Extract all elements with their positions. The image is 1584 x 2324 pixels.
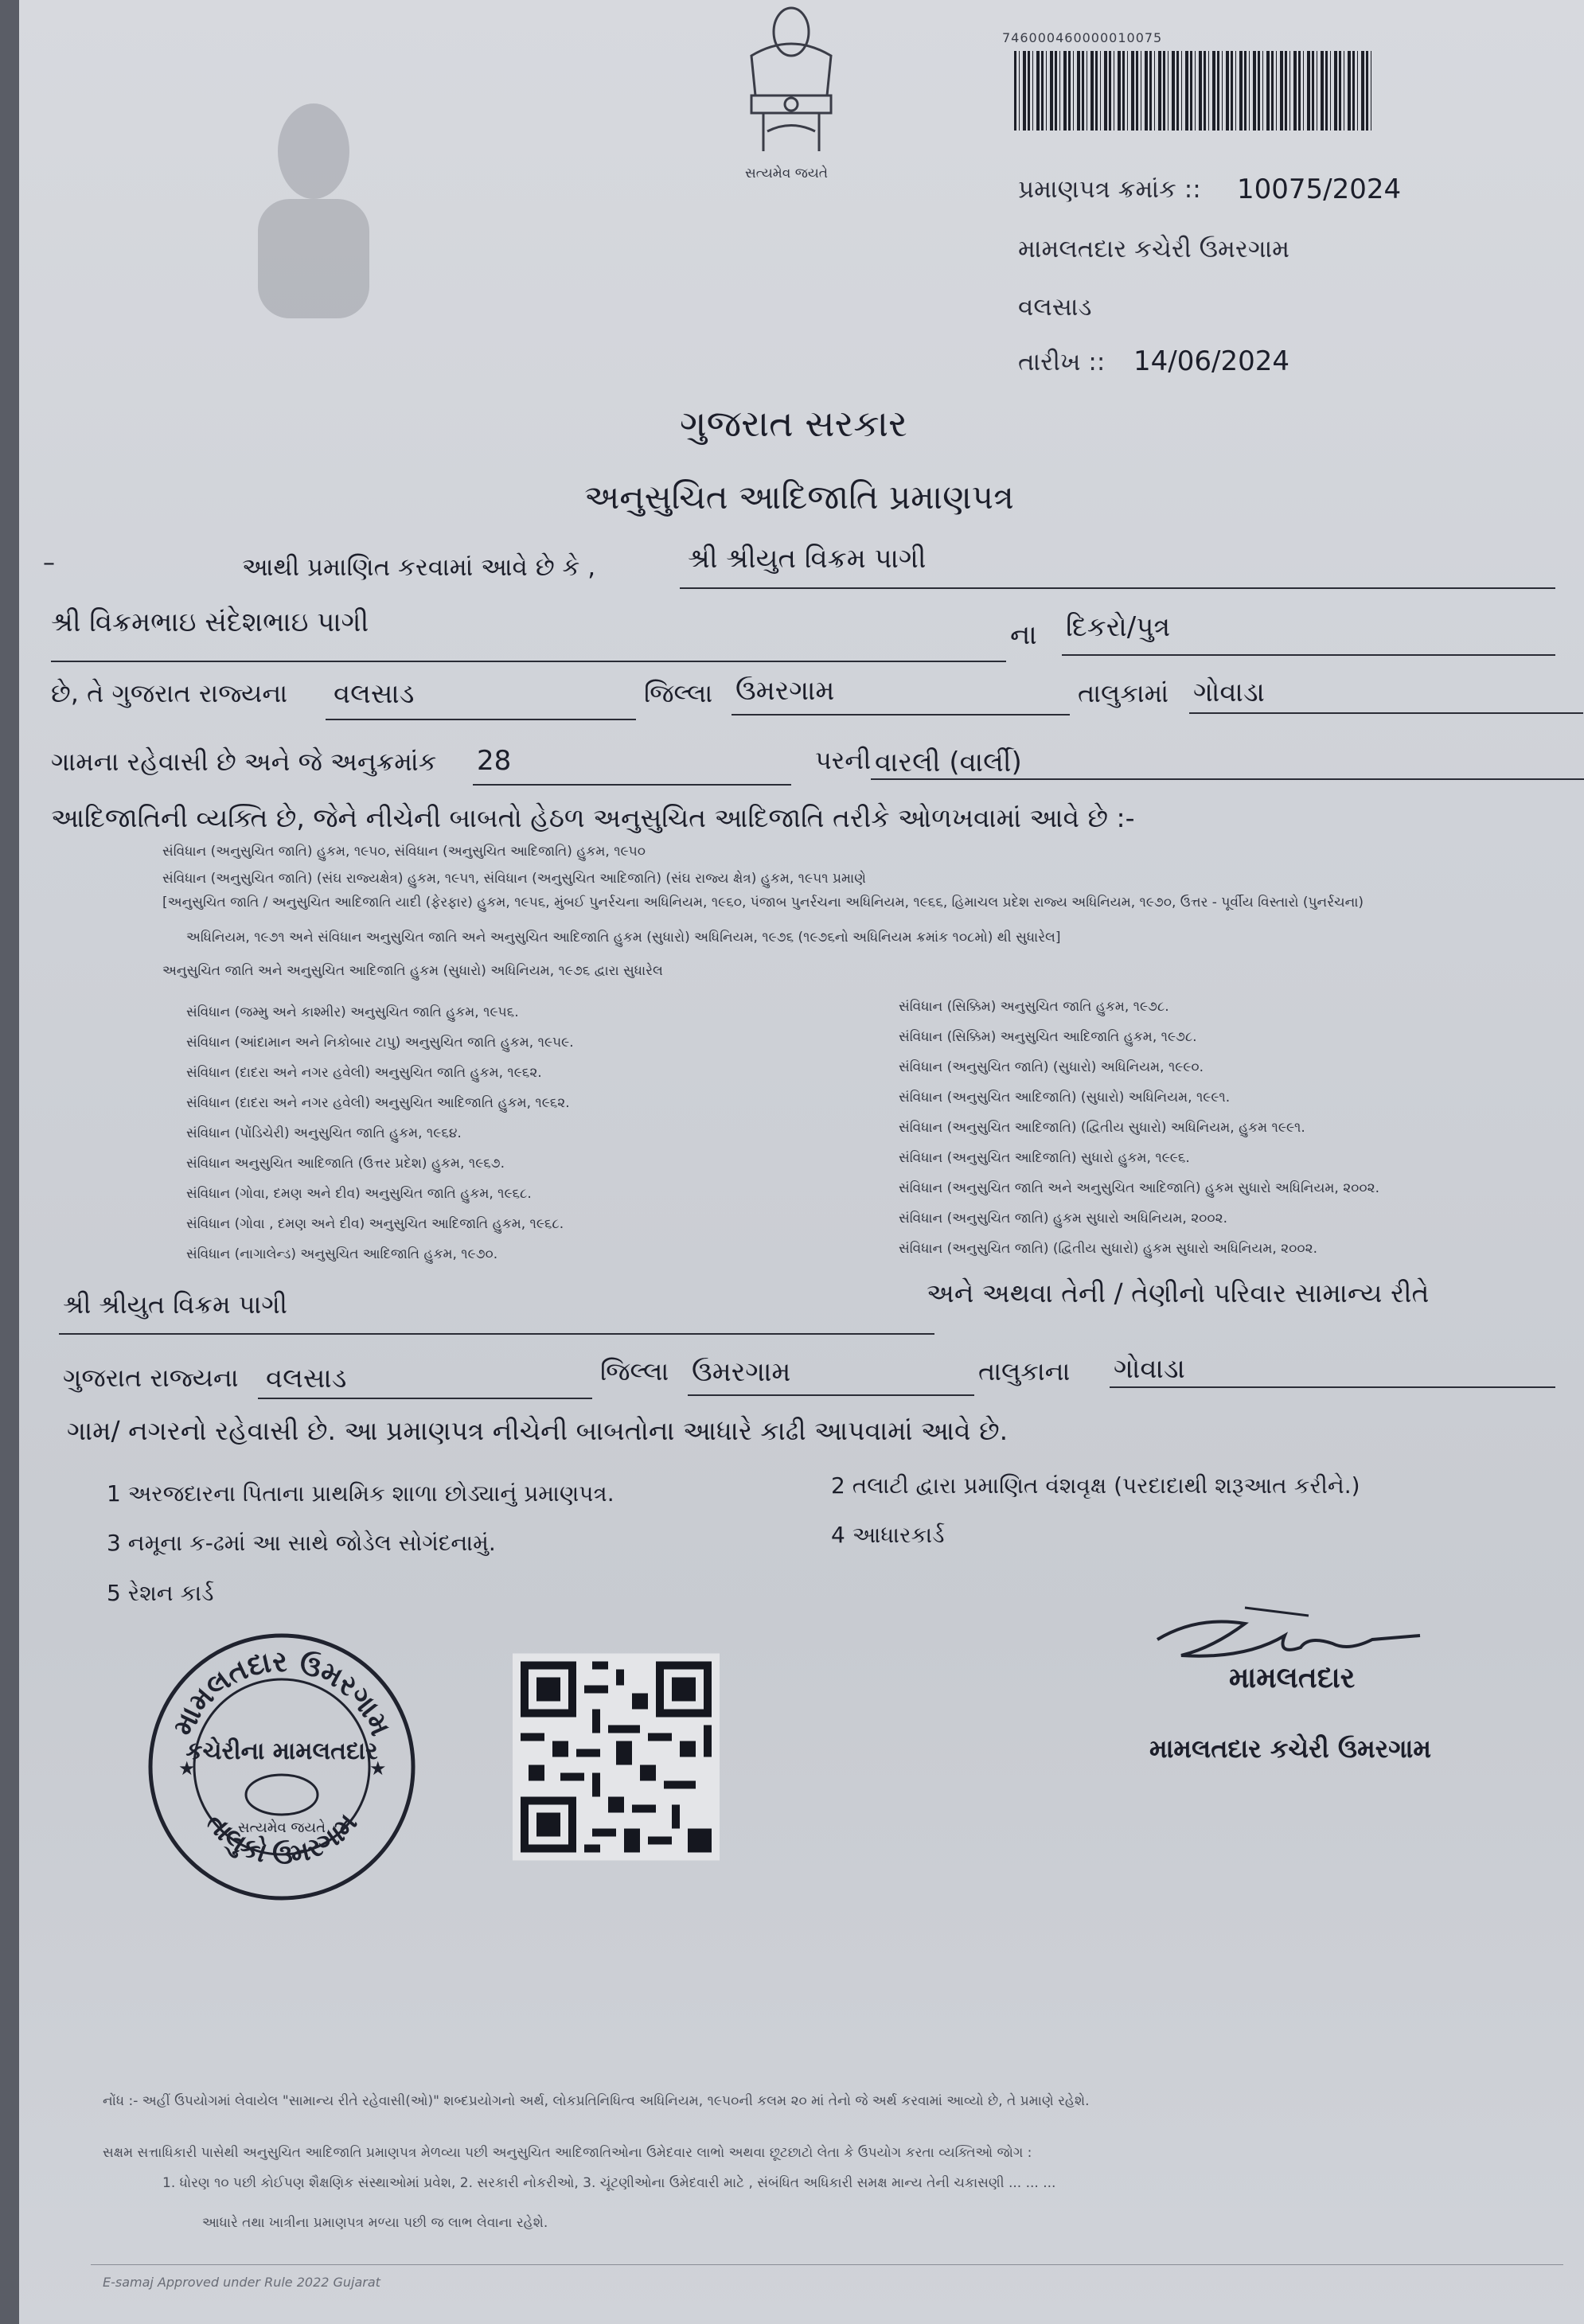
father-name: શ્રી વિક્રમભાઇ સંદેશભાઇ પાગી bbox=[51, 606, 369, 638]
footer-text: E-samaj Approved under Rule 2022 Gujarat bbox=[103, 2275, 380, 2290]
taluka-underline bbox=[732, 714, 1070, 716]
order-left-item: સંવિધાન (જમ્મુ અને કાશ્મીર) અનુસુચિત જાતિ હુકમ, ૧૯૫૬. bbox=[186, 1004, 519, 1020]
relation: દિકરો/પુત્ર bbox=[1066, 611, 1171, 643]
village-underline bbox=[1189, 712, 1583, 714]
seal-motto: સત્યમેવ જયતે bbox=[237, 1819, 326, 1836]
serial-number: 28 bbox=[477, 745, 512, 777]
family-village-underline bbox=[1110, 1386, 1555, 1388]
order-right-item: સંવિધાન (અનુસુચિત જાતિ અને અનુસુચિત આદિજાતિ) હુકમ સુધારો અધિનિયમ, ૨૦૦૨. bbox=[899, 1180, 1380, 1196]
order-right-item: સંવિધાન (અનુસુચિત આદિજાતિ) (સુધારો) અધિનિયમ, ૧૯૯૧. bbox=[899, 1090, 1231, 1105]
svg-text:તાલુકો ઉમરગામ bbox=[200, 1807, 364, 1871]
order-right-item: સંવિધાન (સિક્કિમ) અનુસુચિત આદિજાતિ હુકમ, ૧૯૭૮. bbox=[899, 1029, 1197, 1045]
serial-underline bbox=[473, 784, 791, 786]
date-label: તારીખ :: bbox=[1018, 348, 1106, 376]
family-taluka-underline bbox=[688, 1394, 974, 1396]
order-left-item: સંવિધાન (દાદરા અને નગર હવેલી) અનુસુચિત જાતિ હુકમ, ૧૯૬૨. bbox=[186, 1065, 542, 1081]
official-seal-icon bbox=[131, 1616, 433, 1910]
order-line: સંવિધાન (અનુસુચિત જાતિ) હુકમ, ૧૯૫૦, સંવિધાન (અનુસુચિત આદિજાતિ) હુકમ, ૧૯૫૦ bbox=[162, 844, 646, 860]
basis-statement: ગામ/ નગરનો રહેવાસી છે. આ પ્રમાણપત્ર નીચેની બાબતોના આધારે કાઢી આપવામાં આવે છે. bbox=[67, 1415, 1009, 1446]
seal-center-text: કચેરીના મામલતદાર bbox=[185, 1737, 378, 1765]
issuing-district: વલસાડ bbox=[1018, 293, 1092, 322]
family-district-label: જિલ્લા bbox=[600, 1356, 669, 1386]
tribe-statement: આદિજાતિની વ્યક્તિ છે, જેને નીચેની બાબતો હેઠળ અનુસુચિત આદિજાતિ તરીકે ઓળખવામાં આવે છે :- bbox=[51, 802, 1135, 833]
holder-name: શ્રી શ્રીયુત વિક્રમ પાગી bbox=[688, 543, 927, 575]
family-holder-underline bbox=[59, 1333, 934, 1335]
order-left-item: સંવિધાન (નાગાલેન્ડ) અનુસુચિત આદિજાતિ હુકમ, ૧૯૭૦. bbox=[186, 1246, 498, 1262]
family-taluka-label: તાલુકાના bbox=[978, 1356, 1071, 1386]
family-label: અને અથવા તેની / તેણીનો પરિવાર સામાન્ય રીતે bbox=[927, 1277, 1430, 1308]
certificate-title: અનુસુચિત આદિજાતિ પ્રમાણપત્ર bbox=[584, 478, 1014, 517]
order-left-item: સંવિધાન (ગોવા, દમણ અને દીવ) અનુસુચિત જાતિ હુકમ, ૧૯૬૮. bbox=[186, 1186, 532, 1202]
barcode-number: 746000460000010075 bbox=[1002, 30, 1163, 45]
order-line: અનુસુચિત જાતિ અને અનુસુચિત આદિજાતિ હુકમ (સુધારો) અધિનિયમ, ૧૯૭૬ દ્વારા સુધારેલ bbox=[162, 963, 663, 979]
dash-mark: – bbox=[43, 549, 55, 577]
tribe-name: વારલી (વાર્લી) bbox=[875, 747, 1022, 778]
resident-label: ગામના રહેવાસી છે અને જે અનુક્રમાંક bbox=[51, 747, 437, 777]
family-district: વલસાડ bbox=[266, 1363, 347, 1394]
certificate-number: 10075/2024 bbox=[1237, 174, 1402, 205]
note-line: નોંધ :- અહીં ઉપયોગમાં લેવાયેલ "સામાન્ય રીતે રહેવાસી(ઓ)" શબ્દપ્રયોગનો અર્થ, લોકપ્રતિનિધિત્વ અધિનિયમ, ૧૯૫૦ની કલમ ૨૦ માં તેનો જે અર્થ કરવામાં આવ્યો છે, તે પ્રમાણે રહેશે. bbox=[103, 2093, 1090, 2109]
father-name-underline bbox=[51, 661, 1006, 662]
order-right-item: સંવિધાન (અનુસુચિત જાતિ) હુકમ સુધારો અધિનિયમ, ૨૦૦૨. bbox=[899, 1211, 1228, 1226]
seal-top-text: મામલતદાર ઉમરગામ bbox=[166, 1645, 397, 1741]
order-right-item: સંવિધાન (અનુસુચિત આદિજાતિ) સુધારો હુકમ, ૧૯૯૬. bbox=[899, 1150, 1190, 1166]
taluka-value: ઉમરગામ bbox=[735, 675, 835, 707]
order-line: [અનુસુચિત જાતિ / અનુસુચિત આદિજાતિ યાદી (ફેરફાર) હુકમ, ૧૯૫૬, મુંબઈ પુનર્રચના અધિનિયમ, ૧૯૬૦, પંજાબ પુનર્રચના અધિનિયમ, ૧૯૬૬, હિમાચલ પ્રદેશ રાજ્ય અધિનિયમ, ૧૯૭૦, ઉત્તર - પૂર્વીય વિસ્તારો (પુનર્રચના) bbox=[162, 895, 1364, 910]
barcode bbox=[1014, 51, 1372, 131]
holder-name-underline bbox=[680, 587, 1555, 589]
order-line: સંવિધાન (અનુસુચિત જાતિ) (સંઘ રાજ્યક્ષેત્ર) હુકમ, ૧૯૫૧, સંવિધાન (અનુસુચિત આદિજાતિ) (સંઘ રાજ્ય ક્ષેત્ર) હુકમ, ૧૯૫૧ પ્રમાણે bbox=[162, 871, 866, 887]
signature-icon bbox=[1149, 1600, 1452, 1671]
district-label: જિલ્લા bbox=[644, 678, 713, 708]
certificate-number-label: પ્રમાણપત્ર ક્રમાંક :: bbox=[1018, 175, 1201, 204]
order-right-item: સંવિધાન (અનુસુચિત જાતિ) (દ્વિતીય સુધારો) હુકમ સુધારો અધિનિયમ, ૨૦૦૨. bbox=[899, 1241, 1318, 1257]
order-left-item: સંવિધાન (પોંડિચેરી) અનુસુચિત જાતિ હુકમ, ૧૯૬૪. bbox=[186, 1125, 462, 1141]
national-emblem-icon bbox=[720, 0, 863, 183]
family-holder-name: શ્રી શ્રીયુત વિક્રમ પાગી bbox=[63, 1289, 287, 1320]
district-value: વલસાડ bbox=[334, 678, 415, 710]
document-item: 4 આધારકાર્ડ bbox=[831, 1522, 945, 1548]
order-line: અધિનિયમ, ૧૯૭૧ અને સંવિધાન અનુસુચિત જાતિ અને અનુસુચિત આદિજાતિ હુકમ (સુધારો) અધિનિયમ, ૧૯૭૬ (૧૯૭૬નો અધિનિયમ ક્રમાંક ૧૦૮મો) થી સુધારેલ] bbox=[186, 930, 1061, 946]
svg-text:મામલતદાર ઉમરગામ bbox=[167, 1646, 396, 1741]
note-line: 1. ધોરણ ૧૦ પછી કોઈપણ શૈક્ષણિક સંસ્થાઓમાં પ્રવેશ, 2. સરકારી નોકરીઓ, 3. ચૂંટણીઓના ઉમેદવારી માટે , સંબંધિત અધિકારી સમક્ષ માન્ય તેની ચકાસણી ... ... ... bbox=[162, 2175, 1056, 2191]
document-item: 5 રેશન કાર્ડ bbox=[107, 1580, 214, 1606]
order-left-item: સંવિધાન (આંદામાન અને નિકોબાર ટાપુ) અનુસુચિત જાતિ હુકમ, ૧૯૫૯. bbox=[186, 1035, 574, 1051]
issuing-office: મામલતદાર કચેરી ઉમરગામ bbox=[1018, 235, 1290, 263]
note-line: સક્ષમ સત્તાધિકારી પાસેથી અનુસુચિત આદિજાતિ પ્રમાણપત્ર મેળવ્યા પછી અનુસુચિત આદિજાતિઓના ઉમેદવાર લાભો અથવા છૂટછાટો લેતા કે ઉપયોગ કરતા વ્યક્તિઓ જોગ : bbox=[103, 2145, 1032, 2161]
order-left-item: સંવિધાન (દાદરા અને નગર હવેલી) અનુસુચિત આદિજાતિ હુકમ, ૧૯૬૨. bbox=[186, 1095, 570, 1111]
tribe-underline bbox=[871, 778, 1584, 780]
state-prefix: છે, તે ગુજરાત રાજ્યના bbox=[51, 678, 288, 708]
intro-text: આથી પ્રમાણિત કરવામાં આવે છે કે , bbox=[242, 553, 596, 582]
taluka-label: તાલુકામાં bbox=[1078, 678, 1169, 708]
relation-underline bbox=[1062, 654, 1555, 656]
family-district-underline bbox=[258, 1398, 592, 1399]
emblem-motto: સત્યમેવ જયતે bbox=[745, 166, 829, 181]
svg-text:★: ★ bbox=[178, 1757, 196, 1780]
applicant-photo bbox=[234, 80, 393, 318]
qr-code bbox=[513, 1651, 720, 1862]
order-left-item: સંવિધાન (ગોવા , દમણ અને દીવ) અનુસુચિત આદિજાતિ હુકમ, ૧૯૬૮. bbox=[186, 1216, 564, 1232]
district-underline bbox=[326, 719, 636, 720]
document-item: 1 અરજદારના પિતાના પ્રાથમિક શાળા છોડ્યાનું પ્રમાણપત્ર. bbox=[107, 1480, 614, 1507]
on-label: પરની bbox=[815, 745, 872, 775]
seal-bottom-text: તાલુકો ઉમરગામ bbox=[199, 1807, 365, 1871]
document-item: 2 તલાટી દ્વારા પ્રમાણિત વંશવૃક્ષ (પરદાદાથી શરૂઆત કરીને.) bbox=[831, 1472, 1360, 1499]
signatory-designation: મામલતદાર bbox=[1229, 1662, 1356, 1694]
family-village: ગોવાડા bbox=[1114, 1353, 1185, 1385]
village-value: ગોવાડા bbox=[1193, 677, 1265, 708]
government-title: ગુજરાત સરકાર bbox=[680, 402, 907, 445]
document-item: 3 નમૂના ક-ઢમાં આ સાથે જોડેલ સોગંદનામું. bbox=[107, 1530, 496, 1556]
issue-date: 14/06/2024 bbox=[1133, 345, 1289, 377]
family-taluka: ઉમરગામ bbox=[692, 1356, 791, 1388]
order-right-item: સંવિધાન (સિક્કિમ) અનુસુચિત જાતિ હુકમ, ૧૯૭૮. bbox=[899, 999, 1169, 1015]
footer-divider bbox=[91, 2264, 1563, 2265]
certificate-page bbox=[19, 0, 1584, 2324]
family-state-prefix: ગુજરાત રાજ્યના bbox=[63, 1363, 239, 1393]
order-right-item: સંવિધાન (અનુસુચિત જાતિ) (સુધારો) અધિનિયમ, ૧૯૯૦. bbox=[899, 1059, 1204, 1075]
of-label: ના bbox=[1010, 619, 1037, 651]
note-line: આધારે તથા ખાત્રીના પ્રમાણપત્ર મળ્યા પછી જ લાભ લેવાના રહેશે. bbox=[202, 2215, 548, 2231]
svg-text:★: ★ bbox=[369, 1757, 387, 1780]
signatory-office: મામલતદાર કચેરી ઉમરગામ bbox=[1149, 1733, 1431, 1764]
order-left-item: સંવિધાન અનુસુચિત આદિજાતિ (ઉત્તર પ્રદેશ) હુકમ, ૧૯૬૭. bbox=[186, 1156, 505, 1172]
order-right-item: સંવિધાન (અનુસુચિત આદિજાતિ) (દ્વિતીય સુધારો) અધિનિયમ, હુકમ ૧૯૯૧. bbox=[899, 1120, 1305, 1136]
background-edge bbox=[0, 0, 21, 2324]
